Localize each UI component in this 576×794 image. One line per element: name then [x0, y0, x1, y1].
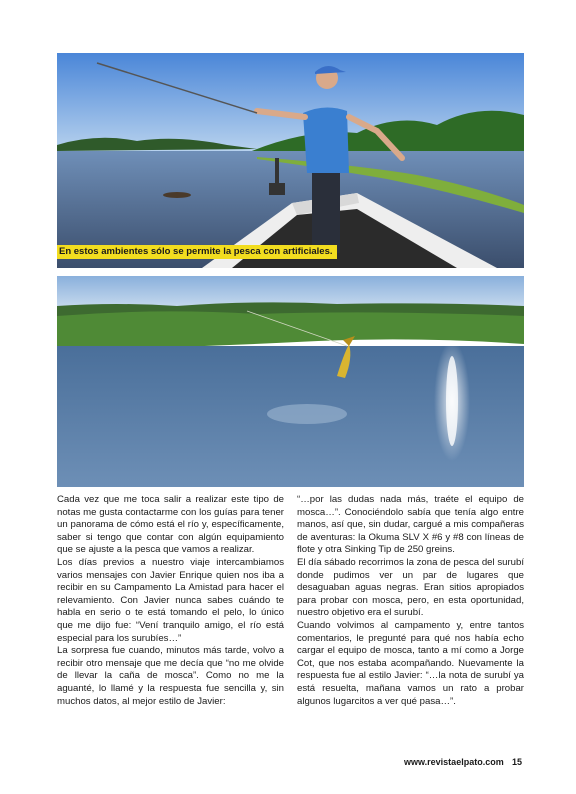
jumping-fish-photo: [57, 276, 524, 487]
article-paragraph: Cada vez que me toca salir a realizar este tipo de notas me gusta contactarme con los guías para tener un panorama de cómo está el río y, específicamente, saber si tengo que contar con algún equipamiento que se ajuste a la pesca que vamos a realizar.: [57, 494, 284, 556]
photo-caption: En estos ambientes sólo se permite la pesca con artificiales.: [57, 245, 337, 259]
article-left-column: [57, 494, 284, 708]
article-paragraph: El día sábado recorrimos la zona de pesca del surubí donde pudimos ver un par de lugares que desaguaban aguas negras. Eran sitios apropiados para probar con mosca, pero, en esta oportunidad, nuestro objetivo era el surubí.: [297, 556, 524, 619]
article-right-column: [297, 494, 524, 708]
article-paragraph: La sorpresa fue cuando, minutos más tarde, volvo a recibir otro mensaje que me decía que “no me olvide de llevar la caña de mosca”. Como no me la aguanté, lo llamé y la respuesta fue sencilla y, sin muchos datos, al mejor estilo de Javier:: [57, 645, 284, 707]
article-paragraph: Los días previos a nuestro viaje intercambiamos varios mensajes con Javier Enrique quien nos iba a recibir en su Campamento La Amistad para hacer el relevamiento. Con Javier nunca sabes cuándo te habla en serio o te está tomando el pelo, lo único que me dijo fue: “Vení tranquilo amigo, el río está especial para los surubíes…”: [57, 556, 284, 644]
angler-on-boat-illustration: [57, 53, 524, 268]
footer-website[interactable]: www.revistaelpato.com: [404, 757, 504, 767]
article-paragraph: “…por las dudas nada más, traéte el equipo de mosca…”. Conociéndolo sabía que tenía algo entre manos, así que, sin dudar, cargué a mis compañeras de aventuras: la Okuma SLV X #6 y #8 con líneas de flote y otra Sinking Tip de 250 greins.: [297, 494, 524, 556]
angler-on-boat-photo: [57, 53, 524, 268]
jumping-fish-illustration: [57, 276, 524, 487]
page-number: 15: [512, 757, 523, 767]
article-paragraph: Cuando volvimos al campamento y, entre tantos comentarios, le pregunté para qué nos había echo cargar el equipo de mosca, tanto a mí como a Jorge Cot, que nos estaba acompañando. Nuevamente la respuesta fue al estilo Javier: “…la nota de surubí ya está resuelta, mañana vamos un rato a probar algunos lugarcitos a ver qué pasa…”.: [297, 619, 524, 707]
